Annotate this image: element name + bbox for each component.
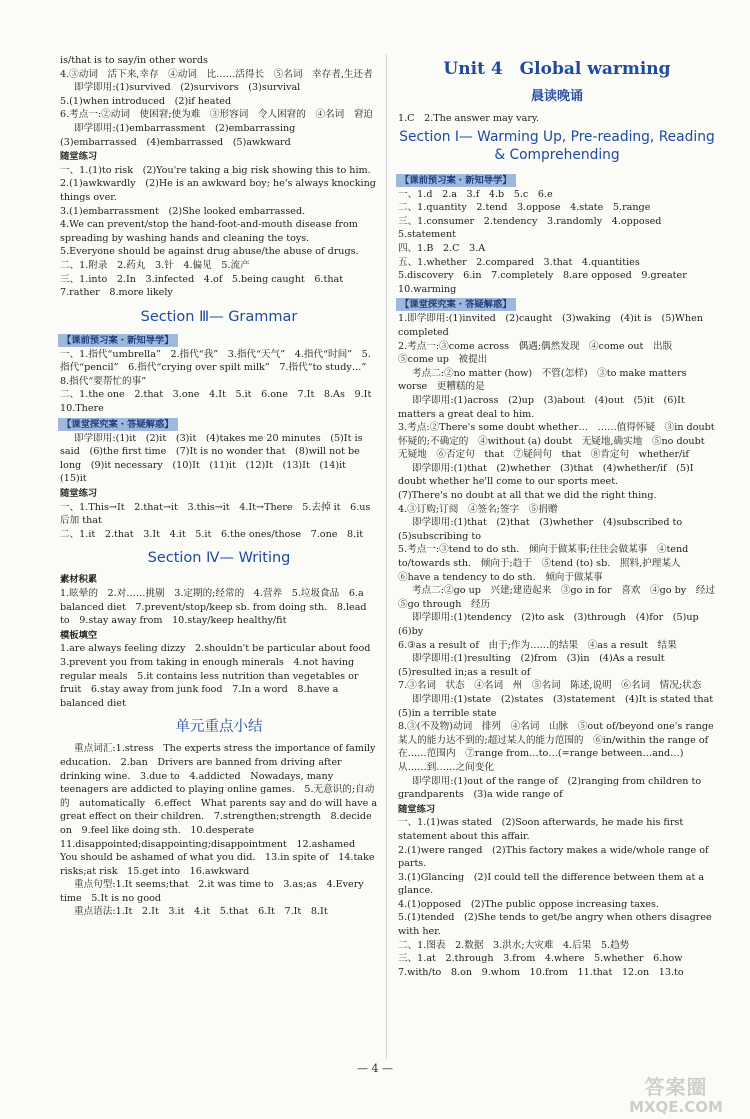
answer-line: 2.(1)awkwardly (2)He is an awkward boy; he's always knocking things over. bbox=[60, 178, 379, 203]
answer-line: 二、1.it 2.that 3.It 4.it 5.it 6.the ones/those 7.one 8.it bbox=[60, 528, 364, 540]
watermark-logo bbox=[606, 1076, 746, 1116]
answer-line: 5.Everyone should be against drug abuse/the abuse of drugs. bbox=[60, 246, 359, 258]
answer-line: 即学即用:(1)state (2)states (3)statement (4)It is stated that (5)in a terrible state bbox=[398, 693, 723, 719]
answer-line: 即学即用:(1)it (2)it (3)it (4)takes me 20 minutes (5)It is said (6)the first time (7)It is no wonder that (8)will not be long (9)it necessary (10)It (11)it (12)It (13)It (14)it (15)it bbox=[60, 432, 366, 485]
answer-line: 三、1.consumer 2.tendency 3.randomly 4.opposed 5.statement bbox=[398, 215, 672, 241]
answer-line: 二、1.quantity 2.tend 3.oppose 4.state 5.range bbox=[398, 202, 651, 214]
answer-line: 1.C 2.The answer may vary. bbox=[398, 113, 540, 124]
answer-line: 即学即用:(1)tendency (2)to ask (3)through (4)for (5)up (6)by bbox=[398, 612, 709, 637]
answer-line: 6.③as a result of 由于;作为……的结果 ④as a result 结果 bbox=[398, 639, 677, 651]
section-bar-label: 【课堂探究案・答疑解惑】 bbox=[396, 298, 516, 311]
answer-line: 即学即用:(1)survived (2)survivors (3)survival bbox=[74, 82, 301, 94]
answer-line: 1.即学即用:(1)invited (2)caught (3)waking (4)it is (5)When completed bbox=[398, 313, 706, 338]
answer-line: 4.We can prevent/stop the hand-foot-and-mouth disease from spreading by washing hands and cleaning the toys. bbox=[60, 219, 361, 244]
unit-title: Unit 4 Global warming bbox=[443, 59, 671, 79]
answer-line: 4.(1)opposed (2)The public oppose increasing taxes. bbox=[398, 898, 659, 910]
answer-line: 四、1.B 2.C 3.A bbox=[398, 242, 486, 254]
answer-line: 3.(1)embarrassment (2)She looked embarrassed. bbox=[60, 205, 306, 217]
left-column bbox=[60, 54, 381, 919]
subsection-label: 随堂练习 bbox=[60, 151, 98, 163]
answer-line: is/that is to say/in other words bbox=[60, 55, 208, 66]
answer-line: 7.③名词 状态 ④名词 州 ⑤名词 陈述,说明 ⑥名词 情况;状态 bbox=[398, 680, 702, 692]
answer-line: 一、1.(1)was stated (2)Soon afterwards, he made his first statement about this affair. bbox=[398, 817, 687, 842]
answer-line: 1.are always feeling dizzy 2.shouldn't be particular about food 3.prevent you from taking in enough minerals 4.not having regular meals 5.it contains less nutrition than vegetables or fruit 6.stay away from junk food 7.In a word 8.have a balanced diet bbox=[60, 643, 380, 709]
answer-line: 1.眩晕的 2.对……挑剔 3.定期的;经常的 4.营养 5.垃圾食品 6.a balanced diet 7.prevent/stop/keep sb. from doing sth. 8.lead to 9.stay away from 10.stay/keep healthy/fit bbox=[60, 588, 370, 627]
section-heading: Section Ⅳ— Writing bbox=[147, 550, 291, 567]
answer-line: 重点句型:1.It seems;that 2.it was time to 3.as;as 4.Every time 5.It is no good bbox=[60, 879, 367, 904]
answer-line: 二、1.附录 2.药丸 3.针 4.偏见 5.流产 bbox=[60, 259, 250, 271]
answer-line: 8.③(不及物)动词 排列 ④名词 山脉 ⑤out of/beyond one's range 某人的能力达不到的;超过某人的能力范围的 ⑥in/within the range of 在……范围内 ⑦range from…to…(=range between…and…) 从……到……之间变化 bbox=[398, 721, 724, 773]
subsection-label: 素材积累 bbox=[60, 574, 98, 586]
subsection-title: 晨读晚诵 bbox=[530, 89, 583, 104]
right-column bbox=[398, 54, 725, 979]
answer-line: 二、1.the one 2.that 3.one 4.It 5.it 6.one 7.It 8.As 9.It 10.There bbox=[60, 389, 381, 415]
subsection-label: 随堂练习 bbox=[398, 803, 436, 815]
column-divider bbox=[386, 54, 387, 1059]
answer-line: 2.(1)were ranged (2)This factory makes a wide/whole range of parts. bbox=[398, 844, 712, 870]
answer-line: 一、1.d 2.a 3.f 4.b 5.c 6.e bbox=[398, 188, 553, 200]
answer-line: 6.考点一:②动词 使困窘;使为难 ③形容词 令人困窘的 ④名词 窘迫 bbox=[60, 109, 374, 121]
answer-line: 重点语法:1.It 2.It 3.it 4.it 5.that 6.It 7.It 8.It bbox=[74, 906, 328, 918]
section-bar bbox=[398, 172, 716, 188]
answer-line: 4.③订购;订阅 ④签名;签字 ⑤捐赠 bbox=[398, 503, 558, 515]
section-heading: Section Ⅰ— Warming Up, Pre-reading, Reading & Comprehending bbox=[399, 128, 715, 163]
answer-line: 即学即用:(1)that (2)whether (3)that (4)whether/if (5)I doubt whether he'll come to our sports meet. bbox=[398, 462, 697, 488]
answer-line: 二、1.图表 2.数据 3.洪水;大灾难 4.后果 5.趋势 bbox=[398, 939, 630, 951]
answer-line: 考点二:②go up 兴建;建造起来 ③go in for 喜欢 ④go by 经过 ⑤go through 经历 bbox=[398, 585, 725, 610]
answer-line: 一、1.(1)to risk (2)You're taking a big risk showing this to him. bbox=[60, 164, 371, 176]
answer-line: 5.discovery 6.in 7.completely 8.are opposed 9.greater 10.warming bbox=[398, 270, 697, 295]
answer-line: 一、1.指代“umbrella” 2.指代“我” 3.指代“天气” 4.指代“时间” 5.指代“pencil” 6.指代“crying over spilt milk” 7.指代“to study…” 8.指代“要帮忙的事” bbox=[60, 348, 376, 387]
section-bar bbox=[60, 416, 378, 432]
answer-line: 3.(1)Glancing (2)I could tell the difference between them at a glance. bbox=[398, 871, 708, 897]
section-bar bbox=[398, 296, 716, 312]
answer-line: 5.(1)tended (2)She tends to get/be angry when others disagree with her. bbox=[398, 912, 715, 938]
subsection-label: 随堂练习 bbox=[60, 488, 98, 500]
answer-line: 即学即用:(1)embarrassment (2)embarrassing (3)embarrassed (4)embarrassed (5)awkward bbox=[60, 122, 305, 148]
answer-line: 五、1.whether 2.compared 3.that 4.quantities bbox=[398, 256, 640, 268]
page-number: — 4 — bbox=[357, 1062, 393, 1075]
answer-line: 即学即用:(1)out of the range of (2)ranging from children to grandparents (3)a wide range of bbox=[398, 775, 705, 801]
answer-line: 即学即用:(1)that (2)that (3)whether (4)subscribed to (5)subscribing to bbox=[398, 517, 692, 542]
answer-line: 重点词汇:1.stress The experts stress the importance of family education. 2.ban Drivers are banned from driving after drinking wine. 3.due to 4.addicted Nowadays, many teenagers are addicted to playing online games. 5.无意识的;自动的 automatically 6.effect What parents say and do will have a great effect on their children. 7.strengthen;strength 8.decide on 9.feel like doing sth. 10.desperate 11.disappointed;disappointing;disappointment 12.ashamed You should be ashamed of what you did. 13.in spite of 14.take risks;at risk 15.get into 16.awkward bbox=[60, 743, 381, 877]
section-bar-label: 【课前预习案・新知导学】 bbox=[396, 174, 516, 187]
answer-line: 考点二:②no matter (how) 不管(怎样) ③to make matters worse 更糟糕的是 bbox=[398, 367, 690, 393]
answer-line: 4.③动词 活下来,幸存 ④动词 比……活得长 ⑤名词 幸存者,生还者 bbox=[60, 68, 373, 80]
watermark-url: MXQE.COM bbox=[629, 1098, 723, 1116]
section-bar bbox=[60, 332, 378, 348]
watermark-text: 答案圈 bbox=[644, 1075, 708, 1099]
answer-line: 2.考点一:③come across 偶遇;偶然发现 ④come out 出版 ⑤come up 被提出 bbox=[398, 340, 682, 366]
answer-line: 三、1.at 2.through 3.from 4.where 5.whether 6.how 7.with/to 8.on 9.whom 10.from 11.that 12.on 13.to bbox=[398, 953, 693, 978]
section-bar-label: 【课前预习案・新知导学】 bbox=[58, 334, 178, 347]
answer-line: 一、1.This→It 2.that→it 3.this→it 4.It→There 5.去掉 it 6.us 后加 that bbox=[60, 501, 374, 527]
answer-line: 即学即用:(1)resulting (2)from (3)in (4)As a result (5)resulted in;as a result of bbox=[398, 653, 675, 678]
answer-line: 三、1.into 2.In 3.infected 4.of 5.being caught 6.that 7.rather 8.more likely bbox=[60, 273, 353, 299]
section-heading: Section Ⅲ— Grammar bbox=[140, 308, 298, 325]
answer-line: 即学即用:(1)across (2)up (3)about (4)out (5)it (6)It matters a great deal to him. bbox=[398, 394, 688, 420]
section-bar-label: 【课堂探究案・答疑解惑】 bbox=[58, 418, 178, 431]
answer-line: (7)There's no doubt at all that we did the right thing. bbox=[398, 490, 657, 502]
answer-line: 5.(1)when introduced (2)if heated bbox=[60, 95, 232, 107]
answer-line: 3.考点:②There's some doubt whether… ……值得怀疑 ③in doubt 怀疑的;不确定的 ④without (a) doubt 无疑地,确实地 ⑤no doubt 无疑地 ⑥否定句 that ⑦疑问句 that ⑧肯定句 whether/if bbox=[398, 422, 725, 461]
section-heading: 单元重点小结 bbox=[175, 719, 263, 736]
subsection-label: 模板填空 bbox=[60, 629, 98, 641]
answer-line: 5.考点一:③tend to do sth. 倾向于做某事;往往会做某事 ④tend to/towards sth. 倾向于;趋于 ⑤tend (to) sb. 照料,护理某人 ⑥have a tendency to do sth. 倾向于做某事 bbox=[398, 544, 692, 583]
